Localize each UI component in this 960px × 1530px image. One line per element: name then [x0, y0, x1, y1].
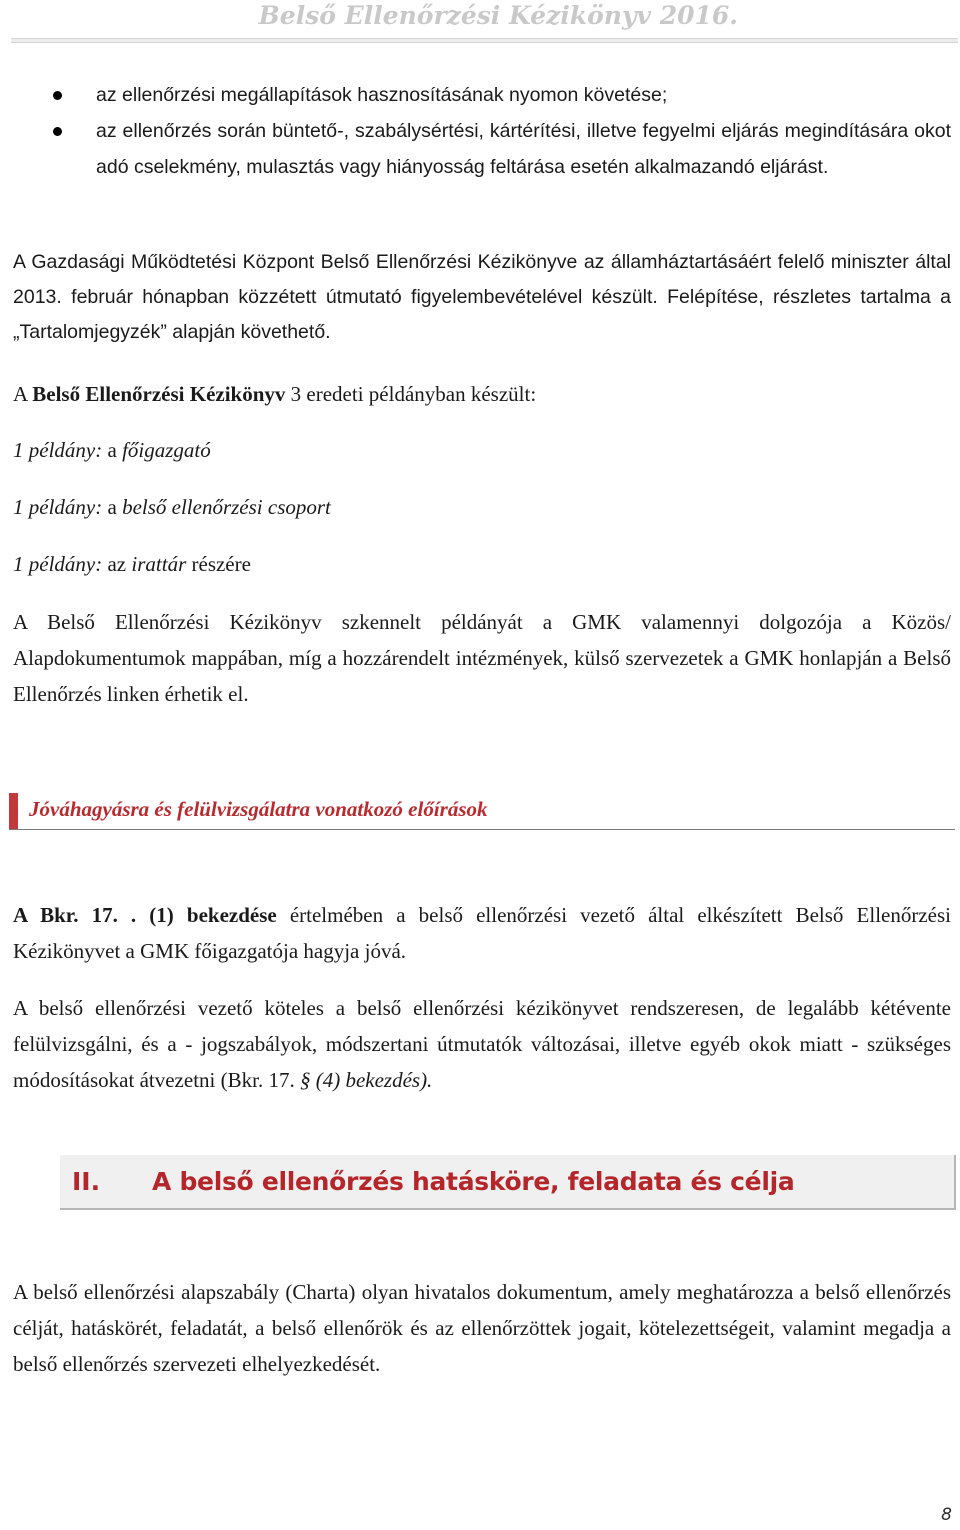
section-number: II.	[72, 1167, 101, 1196]
section-title: A belső ellenőrzés hatásköre, feladata és célja	[152, 1167, 795, 1196]
review-reference: § (4) bekezdés).	[299, 1068, 433, 1092]
page-number: 8	[941, 1505, 952, 1525]
approval-reference: A Bkr. 17. . (1) bekezdése	[13, 903, 277, 927]
copy-prefix: 1 példány:	[13, 552, 103, 576]
copy-middle: a	[102, 438, 123, 462]
approval-paragraph	[13, 897, 951, 969]
copy-suffix: részére	[186, 552, 251, 576]
copy-line	[13, 546, 251, 582]
bullet-list	[0, 77, 960, 185]
copy-middle: az	[102, 552, 132, 576]
copy-holder: irattár	[131, 552, 187, 576]
copy-prefix: 1 példány:	[13, 438, 103, 462]
copy-middle: a	[102, 495, 123, 519]
copies-lead-bold: Belső Ellenőrzési Kézikönyv	[32, 382, 286, 406]
review-paragraph	[13, 990, 951, 1098]
copy-holder: belső ellenőrzési csoport	[122, 495, 331, 519]
copy-line	[13, 432, 211, 468]
intro-paragraph: A Gazdasági Működtetési Központ Belső Ellenőrzési Kézikönyve az államháztartásáért felelő miniszter által 2013. február hónapban közzétett útmutató figyelembevételével készült. Felépítése, részletes tartalma a „Tartalomjegyzék” alapján követhető.	[13, 251, 951, 343]
subheading: Jóváhagyásra és felülvizsgálatra vonatkozó előírások	[29, 797, 488, 821]
copies-lead	[13, 376, 536, 412]
approval-text: értelmében a belső ellenőrzési vezető által elkészített Belső Ellenőrzési Kézikönyvet a GMK főigazgatója hagyja jóvá.	[13, 903, 951, 963]
header-title: Belső Ellenőrzési Kézikönyv 2016.	[258, 1, 738, 30]
review-text: A belső ellenőrzési vezető köteles a belső ellenőrzési kézikönyvet rendszeresen, de legalább kétévente felülvizsgálni, és a - jogszabályok, módszertani útmutatók változásai, illetve egyéb okok miatt - szükséges módosításokat átvezetni (Bkr. 17.	[13, 996, 951, 1092]
access-paragraph: A Belső Ellenőrzési Kézikönyv szkennelt példányát a GMK valamennyi dolgozója a Közös/ Alapdokumentumok mappában, míg a hozzárendelt intézmények, külső szervezetek a GMK honlapján a Belső Ellenőrzés linken érhetik el.	[13, 610, 951, 706]
copies-lead-prefix: A	[13, 382, 33, 406]
bullet-item: az ellenőrzési megállapítások hasznosításának nyomon követése;	[0, 77, 960, 113]
copy-line	[13, 489, 331, 525]
copy-holder: főigazgató	[122, 438, 211, 462]
bullet-item: az ellenőrzés során büntető-, szabálysértési, kártérítési, illetve fegyelmi eljárás megindítására okot adó cselekmény, mulasztás vagy hiányosság feltárása esetén alkalmazandó eljárást.	[0, 113, 960, 185]
charter-paragraph: A belső ellenőrzési alapszabály (Charta) olyan hivatalos dokumentum, amely meghatározza a belső ellenőrzés célját, hatáskörét, feladatát, a belső ellenőrök és az ellenőrzöttek jogait, kötelezettségeit, valamint megadja a belső ellenőrzés szervezeti elhelyezkedését.	[13, 1280, 951, 1376]
subheading-rule	[9, 829, 955, 830]
copies-lead-suffix: 3 eredeti példányban készült:	[285, 382, 537, 406]
subheading-accent-bar	[9, 793, 18, 829]
copy-prefix: 1 példány:	[13, 495, 103, 519]
header-rule	[11, 38, 958, 43]
